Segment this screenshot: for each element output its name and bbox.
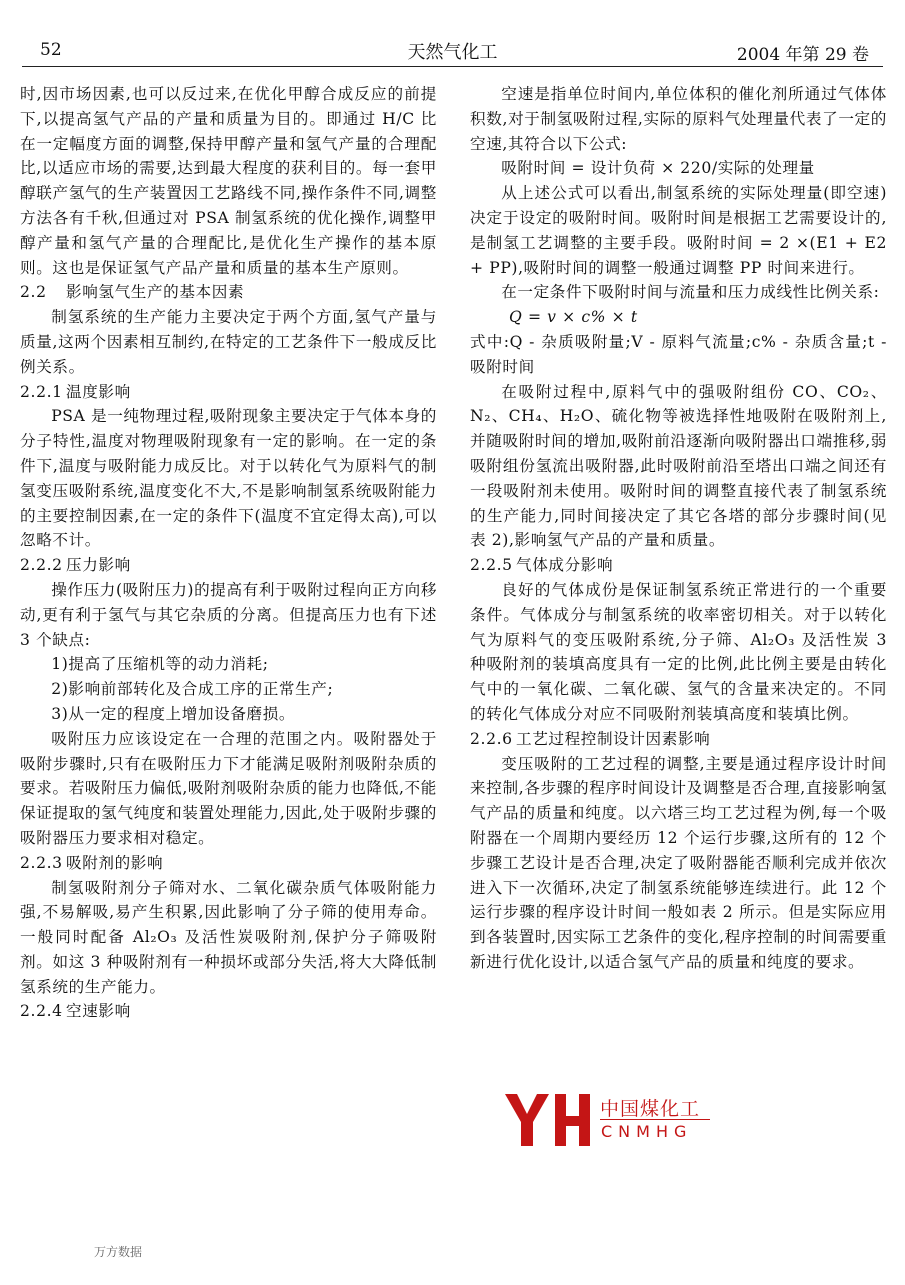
section-heading bbox=[470, 553, 887, 578]
section-number: 2.2.3 bbox=[20, 853, 63, 872]
watermark-cn: 中国煤化工 bbox=[600, 1098, 701, 1120]
section-number: 2.2.5 bbox=[470, 556, 513, 575]
section-title: 温度影响 bbox=[66, 382, 131, 401]
list-item: 2)影响前部转化及合成工序的正常生产; bbox=[51, 680, 334, 699]
paragraph: 制氢吸附剂分子筛对水、二氧化碳杂质气体吸附能力强,不易解吸,易产生积累,因此影响了分子筛的使用寿命。一般同时配备 Al₂O₃ 及活性炭吸附剂,保护分子筛吸附剂。如这 3 种吸附剂有一种损坏或部分失活,将大大降低制氢系统的生产能力。 bbox=[20, 878, 437, 996]
section-title: 影响氢气生产的基本因素 bbox=[66, 283, 245, 302]
section-heading bbox=[470, 727, 887, 752]
paragraph: 变压吸附的工艺过程的调整,主要是通过程序设计时间来控制,各步骤的程序时间设计及调整是否合理,直接影响氢气产品的质量和纯度。以六塔三均工艺过程为例,每一个吸附器在一个周期内要经历 12 个运行步骤,这所有的 12 个步骤工艺设计是否合理,决定了吸附器能否顺利完成并依次进入下一次循环,决定了制氢系统能够连续进行。此 12 个运行步骤的程序设计时间一般如表 2 所示。但是实际应用到各装置时,因实际工艺条件的变化,程序控制的时间需要重新进行优化设计,以适合氢气产品的质量和纯度的要求。 bbox=[470, 754, 887, 971]
source-mark: 万方数据 bbox=[94, 1245, 143, 1259]
watermark-divider bbox=[600, 1119, 710, 1120]
section-number: 2.2.4 bbox=[20, 1002, 63, 1021]
paragraph: 从上述公式可以看出,制氢系统的实际处理量(即空速)决定于设定的吸附时间。吸附时间是根据工艺需要设计的,是制氢工艺调整的主要手段。吸附时间 = 2 ×(E1 + E2 + PP),吸附时间的调整一般通过调整 PP 时间来进行。 bbox=[470, 184, 887, 277]
journal-title: 天然气化工 bbox=[407, 42, 498, 63]
watermark bbox=[503, 1090, 718, 1150]
paragraph: 时,因市场因素,也可以反过来,在优化甲醇合成反应的前提下,以提高氢气产品的产量和质量为目的。即通过 H/C 比在一定幅度方面的调整,保持甲醇产量和氢气产量的合理配比,以适应市场的需要,达到最大程度的获利目的。每一套甲醇联产氢气的生产装置因工艺路线不同,操作条件不同,调整方法各有千秋,但通过对 PSA 制氢系统的优化操作,调整甲醇产量和氢气产量的合理配比,是优化生产操作的基本原则。这也是保证氢气产品产量和质量的基本生产原则。 bbox=[20, 85, 437, 277]
paragraph: PSA 是一纯物理过程,吸附现象主要决定于气体本身的分子特性,温度对物理吸附现象有一定的影响。在一定的条件下,温度与吸附能力成反比。对于以转化气为原料气的制氢变压吸附系统,温度变化不大,不是影响制氢系统吸附能力的主要控制因素,在一定的条件下(温度不宜定得太高),可以忽略不计。 bbox=[20, 407, 437, 550]
section-heading bbox=[20, 999, 437, 1024]
watermark-en: CNMHG bbox=[601, 1122, 693, 1141]
formula: Q = v × c% × t bbox=[509, 308, 638, 327]
header-rule bbox=[22, 66, 883, 67]
left-column bbox=[20, 82, 437, 1024]
page-header bbox=[22, 36, 883, 66]
section-title: 空速影响 bbox=[66, 1002, 131, 1021]
section-heading bbox=[20, 380, 437, 405]
paragraph: 在吸附过程中,原料气中的强吸附组份 CO、CO₂、N₂、CH₄、H₂O、硫化物等被选择性地吸附在吸附剂上,并随吸附时间的增加,吸附前沿逐渐向吸附器出口端推移,弱吸附组份氢流出吸附器,此时吸附前沿至塔出口端之间还有一段吸附剂未使用。吸附时间的调整直接代表了制氢系统的生产能力,同时间接决定了其它各塔的部分步骤时间(见表 2),影响氢气产品的产量和质量。 bbox=[470, 382, 887, 550]
paragraph: 良好的气体成份是保证制氢系统正常进行的一个重要条件。气体成分与制氢系统的收率密切相关。对于以转化气为原料气的变压吸附系统,分子筛、Al₂O₃ 及活性炭 3 种吸附剂的装填高度具有一定的比例,此比例主要是由转化气中的一氧化碳、二氧化碳、氢气的含量来决定的。不同的转化气体成分对应不同吸附剂装填高度和装填比例。 bbox=[470, 580, 887, 723]
section-number: 2.2 bbox=[20, 283, 47, 302]
list-item: 1)提高了压缩机等的动力消耗; bbox=[51, 655, 269, 674]
paragraph: 制氢系统的生产能力主要决定于两个方面,氢气产量与质量,这两个因素相互制约,在特定的工艺条件下一般成反比例关系。 bbox=[20, 308, 437, 376]
section-number: 2.2.1 bbox=[20, 382, 63, 401]
paragraph: 吸附压力应该设定在一合理的范围之内。吸附器处于吸附步骤时,只有在吸附压力下才能满足吸附剂吸附杂质的要求。若吸附压力偏低,吸附剂吸附杂质的能力也降低,不能保证提取的氢气纯度和装置处理能力,因此,处于吸附步骤的吸附器压力要求相对稳定。 bbox=[20, 729, 437, 847]
paragraph: 操作压力(吸附压力)的提高有利于吸附过程向正方向移动,更有利于氢气与其它杂质的分离。但提高压力也有下述 3 个缺点: bbox=[20, 580, 438, 649]
cnmhg-logo-icon bbox=[503, 1090, 593, 1150]
section-title: 吸附剂的影响 bbox=[66, 853, 164, 872]
section-title: 工艺过程控制设计因素影响 bbox=[516, 729, 711, 748]
right-column bbox=[470, 82, 887, 975]
page-number: 52 bbox=[40, 40, 62, 60]
section-heading bbox=[20, 280, 437, 305]
list-item: 3)从一定的程度上增加设备磨损。 bbox=[51, 704, 296, 723]
equation: 吸附时间 = 设计负荷 × 220/实际的处理量 bbox=[501, 159, 815, 178]
section-heading bbox=[20, 553, 437, 578]
section-title: 气体成分影响 bbox=[516, 556, 614, 575]
formula-legend: 式中:Q - 杂质吸附量;V - 原料气流量;c% - 杂质含量;t - 吸附时间 bbox=[470, 332, 887, 376]
paragraph: 在一定条件下吸附时间与流量和压力成线性比例关系: bbox=[501, 283, 880, 302]
section-heading bbox=[20, 851, 437, 876]
section-number: 2.2.2 bbox=[20, 556, 63, 575]
issue-label: 2004 年第 29 卷 bbox=[736, 45, 869, 65]
section-title: 压力影响 bbox=[66, 556, 131, 575]
section-number: 2.2.6 bbox=[470, 729, 513, 748]
paragraph: 空速是指单位时间内,单位体积的催化剂所通过气体体积数,对于制氢吸附过程,实际的原料气处理量代表了一定的空速,其符合以下公式: bbox=[470, 85, 887, 153]
